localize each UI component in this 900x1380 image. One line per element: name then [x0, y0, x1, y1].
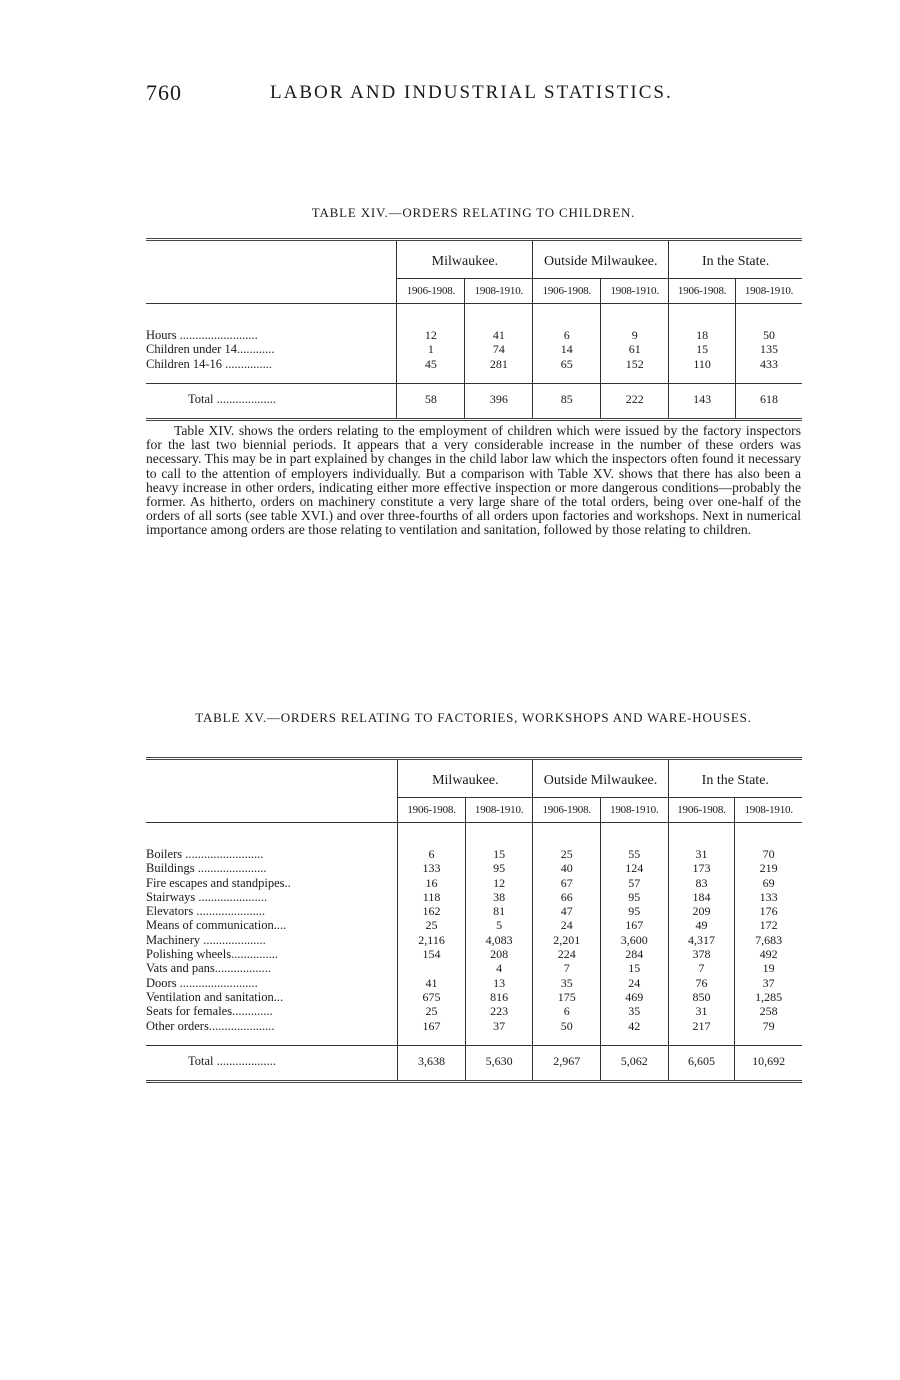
total-value: 618 — [736, 383, 802, 410]
spacer-cell — [398, 1072, 466, 1082]
table14-title: TABLE XIV.—ORDERS RELATING TO CHILDREN. — [311, 205, 636, 220]
spacer-cell — [735, 1033, 802, 1046]
row-value: 3,600 — [601, 933, 669, 947]
table-row — [146, 1004, 802, 1018]
period-header: 1906-1908. — [669, 279, 736, 304]
total-row — [146, 1045, 802, 1072]
spacer-cell — [668, 823, 735, 848]
stub-header — [146, 240, 397, 304]
spacer-cell — [465, 1033, 533, 1046]
row-value: 70 — [735, 847, 802, 861]
spacer-cell — [601, 410, 669, 420]
row-value: 25 — [533, 847, 601, 861]
spacer-cell — [601, 823, 669, 848]
table-row — [146, 328, 802, 342]
row-value: 35 — [601, 1004, 669, 1018]
row-value: 41 — [398, 976, 466, 990]
spacer-cell — [397, 304, 465, 329]
row-value: 40 — [533, 861, 601, 875]
table-row — [146, 961, 802, 975]
group-header-in-the-state: In the State. — [668, 759, 802, 798]
period-header: 1906-1908. — [398, 798, 466, 823]
row-label: Children under 14............ — [146, 342, 275, 357]
spacer-cell — [146, 371, 397, 384]
row-value: 13 — [465, 976, 533, 990]
row-value: 5 — [465, 918, 533, 932]
row-value: 37 — [465, 1019, 533, 1033]
row-value: 14 — [533, 342, 601, 356]
row-label: Seats for females............. — [146, 1004, 273, 1019]
row-value: 133 — [735, 890, 802, 904]
table14 — [146, 238, 802, 421]
spacer-cell — [146, 410, 397, 420]
row-value: 219 — [735, 861, 802, 875]
spacer-cell — [601, 371, 669, 384]
total-value: 58 — [397, 383, 465, 410]
total-value: 6,605 — [668, 1045, 735, 1072]
spacer-cell — [533, 823, 601, 848]
row-value: 15 — [465, 847, 533, 861]
page-number: 760 — [146, 80, 182, 105]
table-row — [146, 357, 802, 371]
row-value: 133 — [398, 861, 466, 875]
spacer-cell — [465, 371, 533, 384]
row-value: 110 — [669, 357, 736, 371]
table15 — [146, 757, 802, 1083]
table15-title: TABLE XV.—ORDERS RELATING TO FACTORIES, WORKSHOPS AND WARE-HOUSES. — [195, 710, 752, 725]
row-value: 76 — [668, 976, 735, 990]
row-value: 24 — [601, 976, 669, 990]
row-value: 66 — [533, 890, 601, 904]
row-value: 31 — [668, 847, 735, 861]
row-value: 35 — [533, 976, 601, 990]
spacer-cell — [533, 371, 601, 384]
spacer-cell — [146, 304, 397, 329]
total-value: 396 — [465, 383, 533, 410]
row-value: 208 — [465, 947, 533, 961]
spacer-cell — [736, 371, 802, 384]
row-value: 162 — [398, 904, 466, 918]
row-value: 167 — [398, 1019, 466, 1033]
spacer-cell — [398, 823, 466, 848]
period-header: 1908-1910. — [736, 279, 802, 304]
spacer-cell — [397, 371, 465, 384]
row-value: 1 — [397, 342, 465, 356]
row-label: Polishing wheels............... — [146, 947, 278, 962]
row-value: 25 — [398, 1004, 466, 1018]
stub-header — [146, 759, 398, 823]
row-value: 1,285 — [735, 990, 802, 1004]
row-value: 55 — [601, 847, 669, 861]
row-value: 816 — [465, 990, 533, 1004]
period-header: 1906-1908. — [533, 798, 601, 823]
row-value: 152 — [601, 357, 669, 371]
row-label: Boilers ......................... — [146, 847, 264, 861]
row-value: 7 — [533, 961, 601, 975]
row-value: 50 — [533, 1019, 601, 1033]
row-value: 173 — [668, 861, 735, 875]
row-value: 209 — [668, 904, 735, 918]
spacer-cell — [601, 304, 669, 329]
spacer-cell — [465, 1072, 533, 1082]
spacer-cell — [601, 1072, 669, 1082]
row-value: 135 — [736, 342, 802, 356]
row-label: Vats and pans.................. — [146, 961, 271, 976]
row-value: 124 — [601, 861, 669, 875]
row-value: 7,683 — [735, 933, 802, 947]
total-value: 3,638 — [398, 1045, 466, 1072]
row-value: 19 — [735, 961, 802, 975]
row-value: 45 — [397, 357, 465, 371]
period-header: 1908-1910. — [465, 798, 533, 823]
row-label: Doors ......................... — [146, 975, 258, 990]
row-value — [398, 961, 466, 975]
row-label: Hours ......................... — [146, 328, 258, 342]
row-value: 378 — [668, 947, 735, 961]
row-value: 284 — [601, 947, 669, 961]
row-label: Children 14-16 ............... — [146, 356, 273, 371]
row-value: 74 — [465, 342, 533, 356]
spacer-cell — [397, 410, 465, 420]
row-value: 95 — [601, 890, 669, 904]
total-value: 5,062 — [601, 1045, 669, 1072]
spacer-cell — [465, 410, 533, 420]
table-row — [146, 890, 802, 904]
row-value: 38 — [465, 890, 533, 904]
spacer-cell — [533, 1072, 601, 1082]
total-value: 222 — [601, 383, 669, 410]
table-row — [146, 933, 802, 947]
spacer-cell — [668, 1072, 735, 1082]
row-value: 81 — [465, 904, 533, 918]
row-label: Ventilation and sanitation... — [146, 989, 284, 1004]
row-value: 9 — [601, 328, 669, 342]
row-value: 61 — [601, 342, 669, 356]
table-row — [146, 904, 802, 918]
row-value: 433 — [736, 357, 802, 371]
row-value: 12 — [397, 328, 465, 342]
spacer-cell — [146, 1072, 398, 1082]
row-value: 258 — [735, 1004, 802, 1018]
spacer-cell — [465, 823, 533, 848]
row-value: 172 — [735, 918, 802, 932]
row-value: 118 — [398, 890, 466, 904]
total-row — [146, 383, 802, 410]
period-header: 1908-1910. — [465, 279, 533, 304]
row-value: 154 — [398, 947, 466, 961]
spacer-cell — [601, 1033, 669, 1046]
table-row — [146, 990, 802, 1004]
row-value: 15 — [601, 961, 669, 975]
row-value: 95 — [465, 861, 533, 875]
row-value: 2,116 — [398, 933, 466, 947]
spacer-cell — [669, 304, 736, 329]
row-value: 37 — [735, 976, 802, 990]
table-row — [146, 976, 802, 990]
spacer-cell — [146, 823, 398, 848]
row-value: 83 — [668, 876, 735, 890]
row-value: 224 — [533, 947, 601, 961]
row-value: 6 — [533, 1004, 601, 1018]
row-value: 6 — [398, 847, 466, 861]
spacer-cell — [735, 823, 802, 848]
row-value: 6 — [533, 328, 601, 342]
row-value: 57 — [601, 876, 669, 890]
period-header: 1908-1910. — [735, 798, 802, 823]
spacer-cell — [398, 1033, 466, 1046]
row-value: 850 — [668, 990, 735, 1004]
row-value: 7 — [668, 961, 735, 975]
period-header: 1906-1908. — [668, 798, 735, 823]
group-header-outside-milwaukee: Outside Milwaukee. — [533, 759, 668, 798]
spacer-cell — [146, 1033, 398, 1046]
row-value: 18 — [669, 328, 736, 342]
table-row — [146, 876, 802, 890]
period-header: 1906-1908. — [533, 279, 601, 304]
row-value: 16 — [398, 876, 466, 890]
row-value: 675 — [398, 990, 466, 1004]
spacer-cell — [533, 1033, 601, 1046]
row-value: 4,317 — [668, 933, 735, 947]
spacer-cell — [533, 410, 601, 420]
group-header-milwaukee: Milwaukee. — [398, 759, 533, 798]
group-header-outside-milwaukee: Outside Milwaukee. — [533, 240, 669, 279]
row-value: 4,083 — [465, 933, 533, 947]
row-value: 95 — [601, 904, 669, 918]
spacer-cell — [669, 410, 736, 420]
spacer-cell — [669, 371, 736, 384]
row-value: 25 — [398, 918, 466, 932]
spacer-cell — [668, 1033, 735, 1046]
row-value: 31 — [668, 1004, 735, 1018]
row-value: 49 — [668, 918, 735, 932]
row-value: 41 — [465, 328, 533, 342]
row-label: Fire escapes and standpipes.. — [146, 875, 291, 890]
row-value: 65 — [533, 357, 601, 371]
row-label: Machinery .................... — [146, 932, 266, 947]
spacer-cell — [465, 304, 533, 329]
row-value: 184 — [668, 890, 735, 904]
table-row — [146, 918, 802, 932]
spacer-cell — [736, 304, 802, 329]
row-value: 24 — [533, 918, 601, 932]
row-value: 69 — [735, 876, 802, 890]
body-paragraph: Table XIV. shows the orders relating to the employment of children which were issued by the factory inspectors for the last two biennial periods. It appears that a very considerable increase in the number of these orders was necessary. This may be in part explained by changes in the child labor law which the inspectors often found it necessary to call to the attention of employers individually. But a comparison with Table XV. shows that there has also been a heavy increase in other orders, indicating either more effective inspection or more dangerous conditions—probably the former. As hitherto, orders on machinery constitute a very large share of the total orders, being over one-half of the orders of all sorts (see table XVI.) and over three-fourths of all orders upon factories and workshops. Next in numerical importance among orders are those relating to ventilation and sanitation, followed by those relating to children. — [146, 423, 801, 538]
total-label: Total ................... — [146, 383, 397, 410]
table-row — [146, 947, 802, 961]
period-header: 1906-1908. — [397, 279, 465, 304]
table-row — [146, 861, 802, 875]
running-head: LABOR AND INDUSTRIAL STATISTICS. — [270, 82, 673, 103]
row-value: 281 — [465, 357, 533, 371]
row-value: 176 — [735, 904, 802, 918]
row-label: Means of communication.... — [146, 918, 287, 933]
total-value: 85 — [533, 383, 601, 410]
spacer-cell — [736, 410, 802, 420]
row-value: 492 — [735, 947, 802, 961]
table-row — [146, 847, 802, 861]
table-row — [146, 1019, 802, 1033]
period-header: 1908-1910. — [601, 279, 669, 304]
total-label: Total ................... — [146, 1045, 398, 1072]
spacer-cell — [533, 304, 601, 329]
row-value: 42 — [601, 1019, 669, 1033]
row-value: 175 — [533, 990, 601, 1004]
table-row — [146, 342, 802, 356]
group-header-milwaukee: Milwaukee. — [397, 240, 533, 279]
row-value: 79 — [735, 1019, 802, 1033]
total-value: 5,630 — [465, 1045, 533, 1072]
row-label: Stairways ...................... — [146, 889, 268, 904]
row-value: 2,201 — [533, 933, 601, 947]
row-value: 12 — [465, 876, 533, 890]
row-value: 67 — [533, 876, 601, 890]
row-value: 217 — [668, 1019, 735, 1033]
total-value: 143 — [669, 383, 736, 410]
row-value: 469 — [601, 990, 669, 1004]
row-label: Other orders..................... — [146, 1018, 275, 1033]
spacer-cell — [735, 1072, 802, 1082]
period-header: 1908-1910. — [601, 798, 669, 823]
row-value: 167 — [601, 918, 669, 932]
group-header-in-the-state: In the State. — [669, 240, 802, 279]
row-value: 223 — [465, 1004, 533, 1018]
total-value: 2,967 — [533, 1045, 601, 1072]
row-label: Elevators ...................... — [146, 904, 266, 919]
row-value: 47 — [533, 904, 601, 918]
row-value: 4 — [465, 961, 533, 975]
row-label: Buildings ...................... — [146, 861, 267, 876]
total-value: 10,692 — [735, 1045, 802, 1072]
row-value: 15 — [669, 342, 736, 356]
row-value: 50 — [736, 328, 802, 342]
